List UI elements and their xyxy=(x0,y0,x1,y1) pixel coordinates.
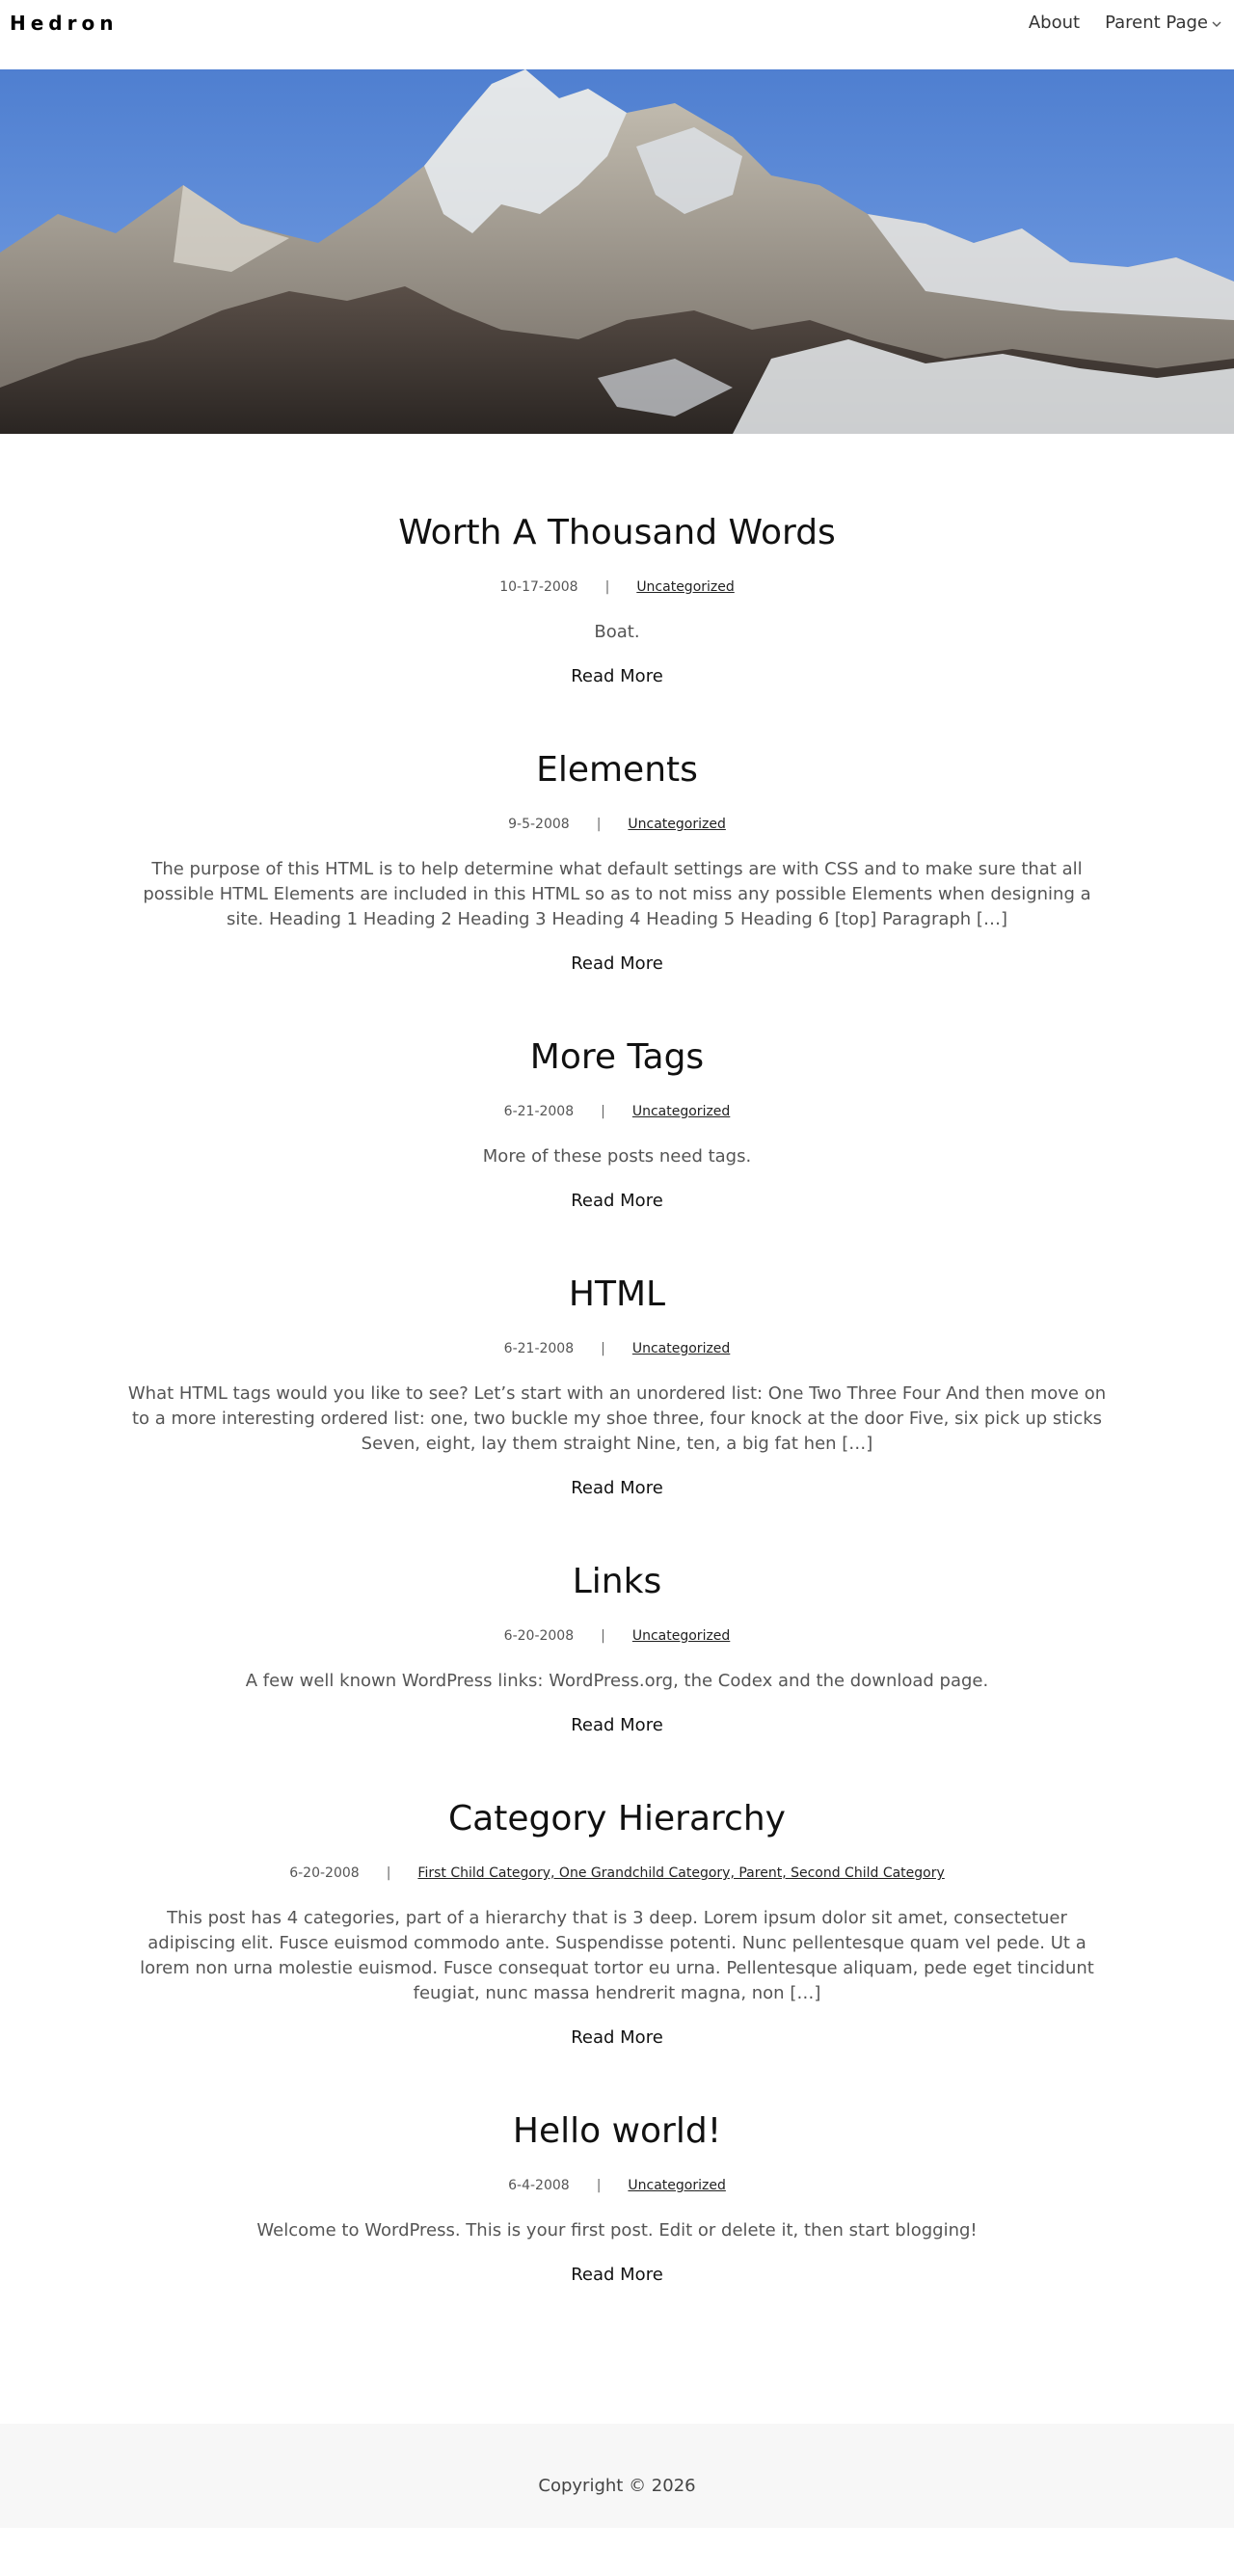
post-categories[interactable]: Uncategorized xyxy=(631,1628,731,1644)
post-title xyxy=(116,1273,1118,1316)
post-excerpt: Boat. xyxy=(594,622,640,642)
meta-separator: | xyxy=(601,1341,605,1356)
post-title xyxy=(116,2109,1118,2153)
hero-image xyxy=(0,69,1234,434)
meta-separator: | xyxy=(604,579,610,595)
post-date: 6-20-2008 xyxy=(289,1865,360,1881)
post-excerpt: This post has 4 categories, part of a hierarchy that is 3 deep. Lorem ipsum dolor sit amet, consectetuer adipiscing elit. Fusce euismod commodo ante. Suspendisse potenti. Nunc pellentesque quam vel pede. Ut a lorem non urna molestie euismod. Fusce consequat tortor eu urna. Pellentesque aliquam, pede eget tincidunt feugiat, nunc massa hendrerit magna, non […] xyxy=(140,1908,1094,2003)
post-item xyxy=(116,511,1118,686)
post-title xyxy=(116,1797,1118,1840)
post-date: 10-17-2008 xyxy=(499,579,578,595)
meta-separator: | xyxy=(596,2178,602,2193)
post-title-link[interactable]: Elements xyxy=(536,750,698,790)
post-title-link[interactable]: More Tags xyxy=(529,1037,705,1077)
post-item xyxy=(116,1273,1118,1498)
copyright-text: Copyright © 2026 xyxy=(538,2476,696,2496)
site-header xyxy=(0,0,1234,69)
post-item xyxy=(116,1560,1118,1735)
read-more-link[interactable]: Read More xyxy=(571,666,663,686)
post-excerpt: A few well known WordPress links: WordPress.org, the Codex and the download page. xyxy=(245,1671,989,1691)
post-excerpt: The purpose of this HTML is to help determine what default settings are with CSS and to make sure that all possible HTML Elements are included in this HTML so as to not miss any possible Elements when designing a site. Heading 1 Heading 2 Heading 3 Heading 4 Heading 5 Heading 6 [top] Paragraph […] xyxy=(143,859,1091,929)
post-meta xyxy=(116,1341,1118,1356)
read-more-link[interactable]: Read More xyxy=(571,1478,663,1498)
post-categories[interactable]: Uncategorized xyxy=(631,1104,731,1119)
post-categories[interactable]: Uncategorized xyxy=(628,2178,726,2193)
post-meta xyxy=(116,817,1118,832)
post-date: 6-20-2008 xyxy=(503,1628,575,1644)
chevron-down-icon[interactable] xyxy=(1211,18,1222,30)
read-more-link[interactable]: Read More xyxy=(571,2027,663,2048)
post-title xyxy=(116,1560,1118,1603)
post-title-link[interactable]: Category Hierarchy xyxy=(448,1799,786,1838)
meta-separator: | xyxy=(601,1628,605,1644)
meta-separator: | xyxy=(386,1865,391,1881)
post-date: 6-21-2008 xyxy=(503,1341,575,1356)
post-categories[interactable]: Uncategorized xyxy=(628,817,726,832)
post-item xyxy=(116,748,1118,974)
post-meta xyxy=(116,1865,1118,1881)
post-excerpt: Welcome to WordPress. This is your first post. Edit or delete it, then start blogging! xyxy=(256,2220,978,2241)
post-title-link[interactable]: Hello world! xyxy=(512,2111,722,2151)
post-date: 6-21-2008 xyxy=(503,1104,575,1119)
site-footer xyxy=(0,2424,1234,2528)
post-title xyxy=(116,511,1118,554)
post-categories[interactable]: First Child Category, One Grandchild Category, Parent, Second Child Category xyxy=(417,1865,945,1881)
post-item xyxy=(116,1035,1118,1211)
post-title-link[interactable]: Links xyxy=(572,1562,662,1601)
nav-item-parent-page-label[interactable]: Parent Page xyxy=(1105,13,1208,33)
post-list xyxy=(0,434,1234,2424)
post-item xyxy=(116,2109,1118,2285)
nav-item-parent-page[interactable] xyxy=(1105,13,1222,33)
post-meta xyxy=(116,579,1118,595)
post-categories[interactable]: Uncategorized xyxy=(636,579,735,595)
post-title xyxy=(116,1035,1118,1079)
post-meta xyxy=(116,1104,1118,1119)
mountain-image xyxy=(0,69,1234,434)
post-title xyxy=(116,748,1118,792)
post-excerpt: More of these posts need tags. xyxy=(482,1146,752,1167)
nav-item-about[interactable]: About xyxy=(1028,13,1081,33)
read-more-link[interactable]: Read More xyxy=(571,2265,663,2285)
main-nav xyxy=(1029,13,1222,33)
post-item xyxy=(116,1797,1118,2048)
post-meta xyxy=(116,2178,1118,2193)
read-more-link[interactable]: Read More xyxy=(571,1191,663,1211)
post-title-link[interactable]: Worth A Thousand Words xyxy=(398,513,836,552)
post-title-link[interactable]: HTML xyxy=(568,1275,666,1314)
post-date: 9-5-2008 xyxy=(508,817,570,832)
post-excerpt: What HTML tags would you like to see? Let’s start with an unordered list: One Two Three Four And then move on to a more interesting ordered list: one, two buckle my shoe three, four knock at the door Five, six pick up sticks Seven, eight, lay them straight Nine, ten, a big fat hen […] xyxy=(127,1383,1107,1454)
post-meta xyxy=(116,1628,1118,1644)
post-categories[interactable]: Uncategorized xyxy=(631,1341,731,1356)
read-more-link[interactable]: Read More xyxy=(571,1715,663,1735)
read-more-link[interactable]: Read More xyxy=(571,953,663,974)
site-logo-link[interactable]: Hedron xyxy=(10,12,119,35)
meta-separator: | xyxy=(601,1104,605,1119)
meta-separator: | xyxy=(596,817,602,832)
post-date: 6-4-2008 xyxy=(508,2178,570,2193)
